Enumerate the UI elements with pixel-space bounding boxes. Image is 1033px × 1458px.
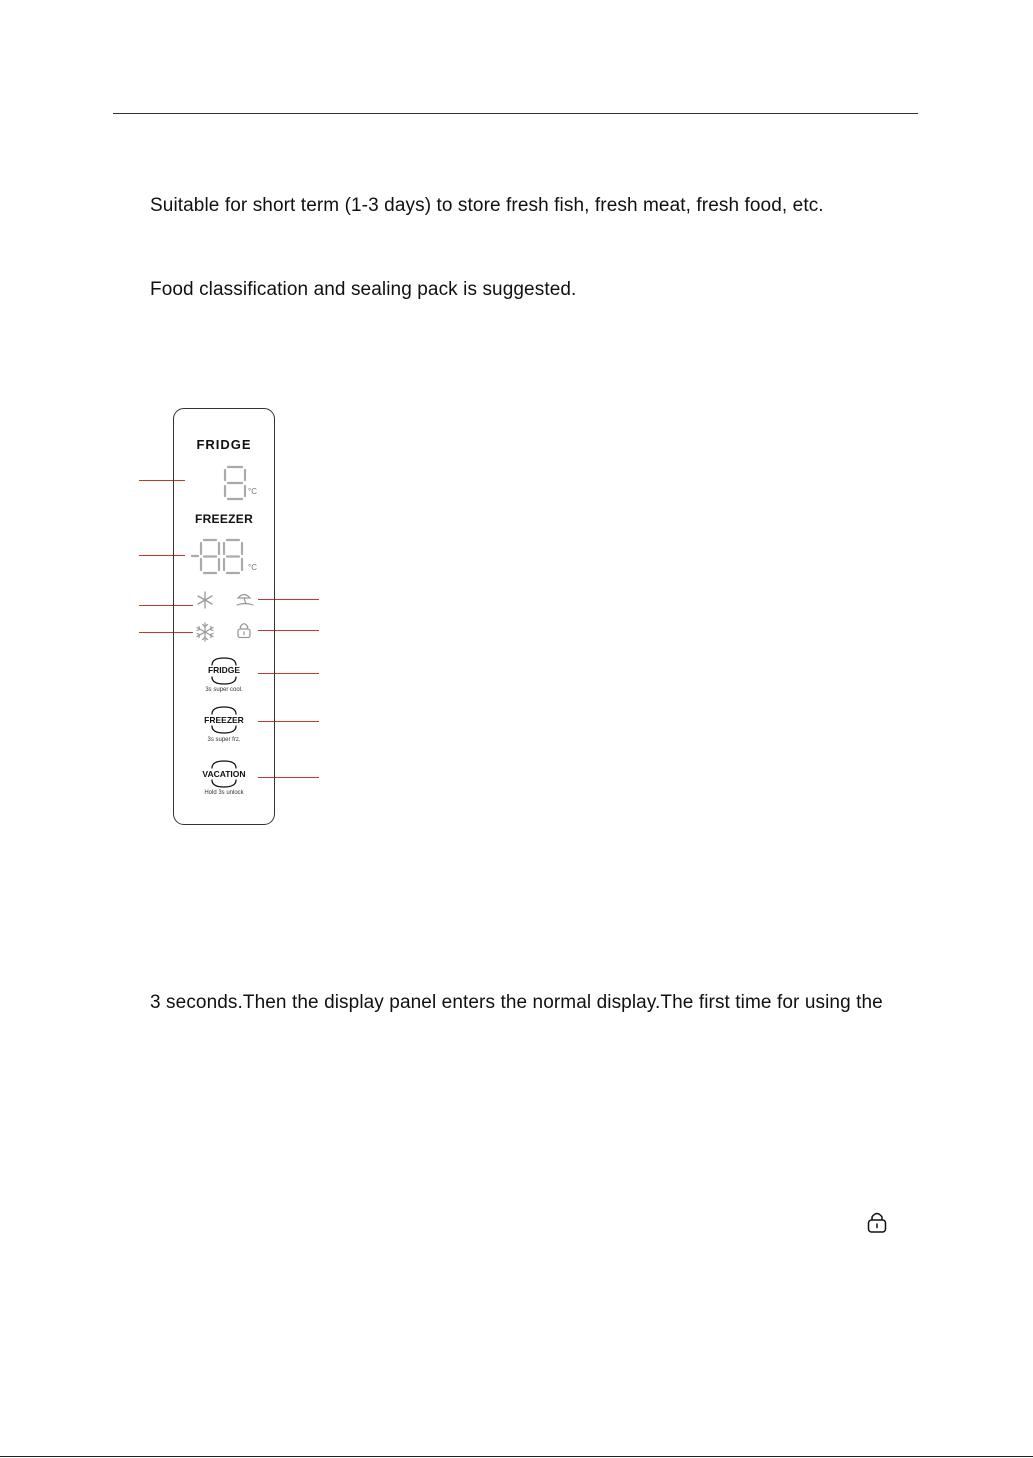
- fridge-button-subtext: 3s super cool.: [205, 687, 243, 693]
- header-rule: [113, 113, 918, 114]
- vacation-icon: [235, 590, 255, 608]
- vacation-button[interactable]: [174, 759, 274, 801]
- paragraph-short-term: Suitable for short term (1-3 days) to store fresh fish, fresh meat, fresh food, etc.: [150, 195, 824, 216]
- vacation-button-label: VACATION: [202, 769, 246, 779]
- vacation-button-subtext: Hold 3s unlock: [204, 790, 244, 796]
- fridge-temp-unit: °C: [248, 487, 257, 496]
- paragraph-classification: Food classification and sealing pack is suggested.: [150, 279, 577, 300]
- fridge-temp-display: [222, 464, 248, 502]
- freezer-temp-unit: °C: [248, 563, 257, 572]
- fridge-title: FRIDGE: [196, 437, 252, 452]
- super-cool-icon: [196, 591, 214, 609]
- freezer-button-label: FREEZER: [204, 715, 244, 725]
- lock-icon: [236, 621, 252, 639]
- control-panel: [173, 408, 275, 825]
- footer-rule: [0, 1456, 1033, 1457]
- super-freeze-icon: [195, 622, 215, 642]
- lock-icon: [866, 1210, 888, 1234]
- paragraph-three-seconds: 3 seconds.Then the display panel enters the normal display.The first time for using the: [150, 992, 883, 1013]
- freezer-title: FREEZER: [194, 512, 254, 526]
- freezer-temp-display: [191, 537, 249, 577]
- freezer-button-subtext: 3s super frz.: [207, 737, 241, 743]
- fridge-button[interactable]: [174, 656, 274, 698]
- fridge-button-label: FRIDGE: [207, 665, 241, 675]
- freezer-button[interactable]: [174, 705, 274, 747]
